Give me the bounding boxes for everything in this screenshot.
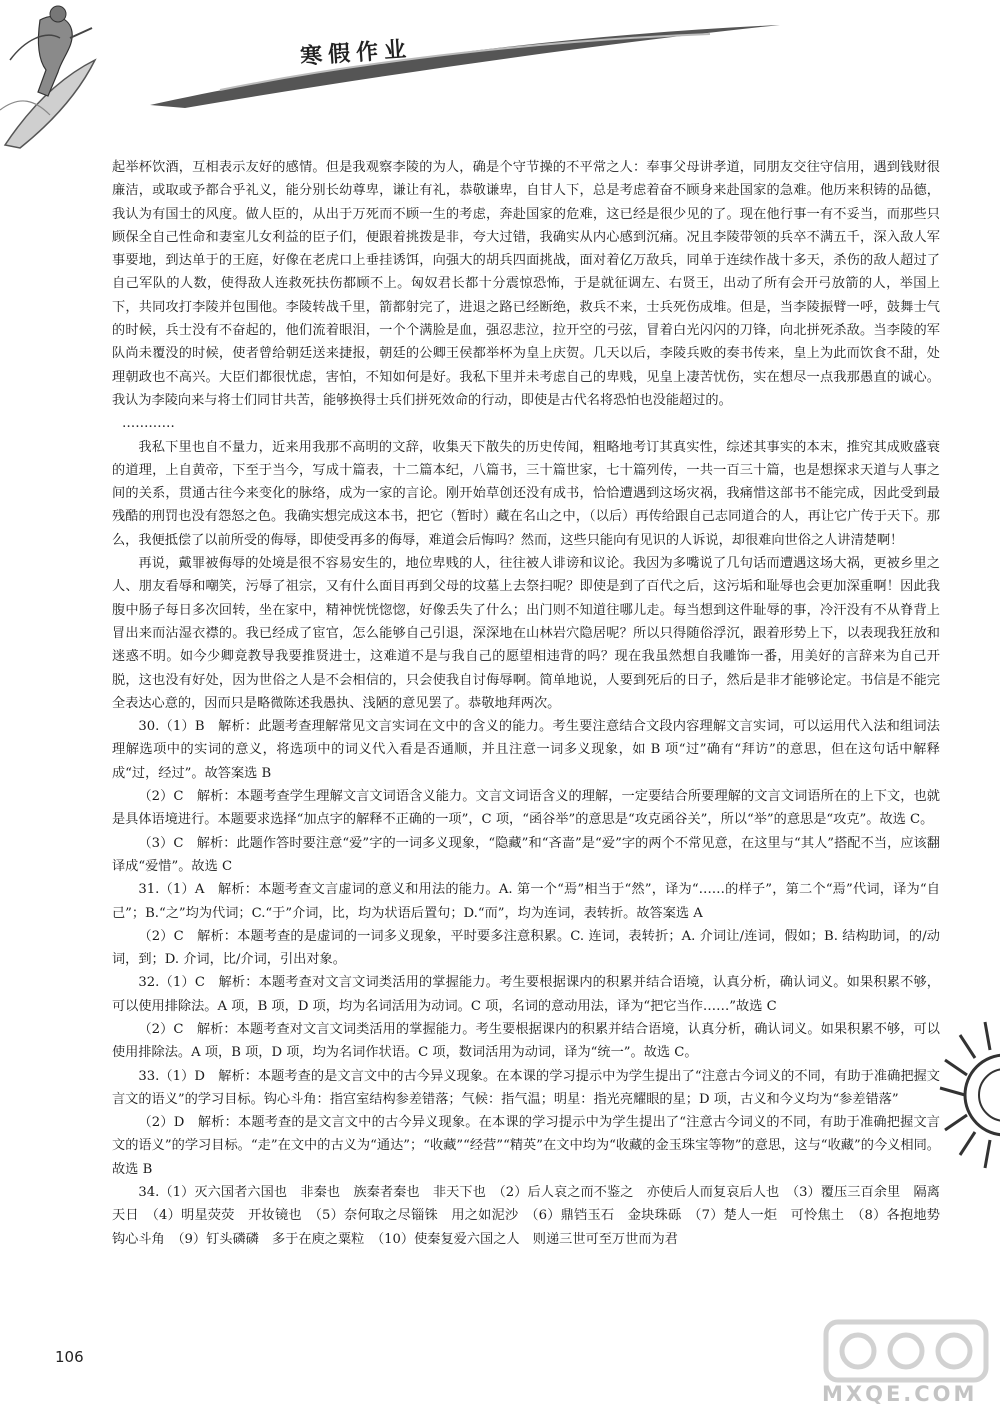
translation-paragraph: 我私下里也自不量力，近来用我那不高明的文辞，收集天下散失的历史传闻，粗略地考订其真实性，综述其事实的本末，推究其成败盛衰的道理，上自黄帝，下至于当今，写成十篇表，十二篇本纪，八篇书，三十篇世家，七十篇列传，一共一百三十篇，也是想探求天道与人事之间的关系，贯通古往今来变化的脉络，成为一家的言论。刚开始草创还没有成书，恰恰遭遇到这场灾祸，我痛惜这部书不能完成，因此受到最残酷的刑罚也没有怨怒之色。我确实想完成这本书，把它（暂时）藏在名山之中，（以后）再传给跟自己志同道合的人，再让它广传于天下。那么，我便抵偿了以前所受的侮辱，即使受再多的侮辱，难道会后悔吗？然而，这些只能向有见识的人诉说，却很难向世俗之人讲清楚啊！ <box>112 439 940 548</box>
answer-text-body <box>112 156 954 1251</box>
translation-paragraph: 起举杯饮酒，互相表示友好的感情。但是我观察李陵的为人，确是个守节操的不平常之人：奉事父母讲孝道，同朋友交往守信用，遇到钱财很廉洁，或取或予都合乎礼义，能分别长幼尊卑，谦让有礼，恭敬谦卑，自甘人下，总是考虑着奋不顾身来赴国家的急难。他历来积铸的品德，我认为有国士的风度。做人臣的，从出于万死而不顾一生的考虑，奔赴国家的危难，这已经是很少见的了。现在他行事一有不妥当，而那些只顾保全自己性命和妻室儿女利益的臣子们，便跟着挑拨是非，夸大过错，我确实从内心感到沉痛。况且李陵带领的兵卒不满五千，深入敌人军事要地，到达单于的王庭，好像在老虎口上垂挂诱饵，向强大的胡兵四面挑战，面对着亿万敌兵，同单于连续作战十多天，杀伤的敌人超过了自己军队的人数，使得敌人连救死扶伤都顾不上。匈奴君长都十分震惊恐怖，于是就征调左、右贤王，出动了所有会开弓放箭的人，举国上下，共同攻打李陵并包围他。李陵转战千里，箭都射完了，进退之路已经断绝，救兵不来，士兵死伤成堆。但是，当李陵振臂一呼，鼓舞士气的时候，兵士没有不奋起的，他们流着眼泪，一个个满脸是血，强忍悲泣，拉开空的弓弦，冒着白光闪闪的刀锋，向北拼死杀敌。当李陵的军队尚未覆没的时候，使者曾给朝廷送来捷报，朝廷的公卿王侯都举杯为皇上庆贺。几天以后，李陵兵败的奏书传来，皇上为此而饮食不甜，处理朝政也不高兴。大臣们都很忧虑，害怕，不知如何是好。我私下里并未考虑自己的卑贱，见皇上凄苦忧伤，实在想尽一点我那愚直的诚心。我认为李陵向来与将士们同甘共苦，能够换得士兵们拼死效命的行动，即使是古代名将恐怕也没能超过的。 <box>112 160 940 408</box>
answer-item: （3）C 解析：此题作答时要注意“爱”字的一词多义现象，“隐藏”和“吝啬”是“爱”字的两个不常见意，在这里与“其人”搭配不当，应该翻译成“爱惜”。故选 C <box>112 835 940 874</box>
answer-item: 31.（1）A 解析：本题考查文言虚词的意义和用法的能力。A. 第一个“焉”相当于“然”，译为“……的样子”，第二个“焉”代词，译为“自己”；B.“之”均为代词；C.“于”介词，比，均为状语后置句；D.“而”，均为连词，表转折。故答案选 A <box>112 882 940 921</box>
translation-paragraph: 再说，戴罪被侮辱的处境是很不容易安生的，地位卑贱的人，往往被人诽谤和议论。我因为多嘴说了几句话而遭遇这场大祸，更被乡里之人、朋友看辱和嘲笑，污辱了祖宗，又有什么面目再到父母的坟墓上去祭扫呢？即使是到了百代之后，这污垢和耻辱也会更加深重啊！因此我腹中肠子每日多次回转，坐在家中，精神恍恍惚惚，好像丢失了什么；出门则不知道往哪儿走。每当想到这件耻辱的事，冷汗没有不从脊背上冒出来而沾湿衣襟的。我已经成了宦官，怎么能够自己引退，深深地在山林岩穴隐居呢？所以只得随俗浮沉，跟着形势上下，以表现我狂放和迷惑不明。如今少卿竟教导我要推贤进士，这难道不是与我自己的愿望相违背的吗？现在我虽然想自我雕饰一番，用美好的言辞来为自己开脱，这也没有好处，因为世俗之人是不会相信的，只会使我自讨侮辱啊。简单地说，人要到死后的日子，然后是非才能够论定。书信是不能完全表达心意的，因而只是略微陈述我愚执、浅陋的意见罢了。恭敬地拜两次。 <box>112 556 940 711</box>
answer-item: 32.（1）C 解析：本题考查对文言文词类活用的掌握能力。考生要根据课内的积累并结合语境，认真分析，确认词义。如果积累不够，可以使用排除法。A 项，B 项，D 项，均为名词活用为动词。C 项，名词的意动用法，译为“把它当作……”故选 C <box>112 975 940 1014</box>
header-title: 寒假作业 <box>299 37 413 70</box>
answer-item: （2）C 解析：本题考查对文言文词类活用的掌握能力。考生要根据课内的积累并结合语境，认真分析，确认词义。如果积累不够，可以使用排除法。A 项，B 项，D 项，均为名词作状语。C 项，数词活用为动词，译为“统一”。故选 C。 <box>112 1021 940 1061</box>
answer-item: 30.（1）B 解析：此题考查理解常见文言实词在文中的含义的能力。考生要注意结合文段内容理解文言实词，可以运用代入法和组词法理解选项中的实词的意义，将选项中的词义代入看是否通顺，并且注意一词多义现象，如 B 项“过”确有“拜访”的意思，但在这句话中解释成“过，经过”。故答案选 B <box>112 719 940 781</box>
header-swoosh-decoration <box>110 20 790 110</box>
sun-decoration-icon <box>935 1010 1000 1180</box>
answer-item: 34.（1）灭六国者六国也 非秦也 族秦者秦也 非天下也 （2）后人哀之而不鉴之 亦使后人而复哀后人也 （3）覆压三百余里 隔离天日 （4）明星荧荧 开妆镜也 （5）奈何取之尽锱铢 用之如泥沙 （6）鼎铛玉石 金块珠砾 （7）楚人一炬 可怜焦土 （8）各抱地势 钩心斗角 （9）钉头磷磷 多于在庾之粟粒 （10）使秦复爱六国之人 则递三世可至万世而为君 <box>112 1185 954 1247</box>
answer-item: （2）D 解析：本题考查的是文言文中的古今异义现象。在本课的学习提示中为学生提出了“注意古今词义的不同，有助于准确把握文言文的语义”的学习目标。“走”在文中的古义为“通达”；“收藏”“经营”“精英”在文中均为“收藏的金玉珠宝等物”的意思，这与“收藏”的今义相同。故选 B <box>112 1115 940 1177</box>
answer-item: （2）C 解析：本题考查的是虚词的一词多义现象，平时要多注意积累。C. 连词，表转折；A. 介词让/连词，假如；B. 结构助词，的/动词，到；D. 介词，比/介词，引出对象。 <box>112 928 940 968</box>
ellipsis: ………… <box>122 416 175 432</box>
page-header <box>0 0 1000 150</box>
answer-item: （2）C 解析：本题考查学生理解文言文词语含义能力。文言文词语含义的理解，一定要结合所要理解的文言文词语所在的上下文，也就是具体语境进行。本题要求选择“加点字的解释不正确的一项”，C 项，“函谷举”的意思是“攻克函谷关”，所以“举”的意思是“攻克”。故选 C。 <box>112 789 940 828</box>
answer-item: 33.（1）D 解析：本题考查的是文言文中的古今异义现象。在本课的学习提示中为学生提出了“注意古今词义的不同，有助于准确把握文言文的语义”的学习目标。钩心斗角：指宫室结构参差错落；气候：指气温；明星：指光亮耀眼的星；D 项，古义和今义均为“参差错落” <box>112 1068 940 1107</box>
page-number: 106 <box>55 1348 84 1366</box>
watermark-text: MXQE.COM <box>822 1382 978 1406</box>
